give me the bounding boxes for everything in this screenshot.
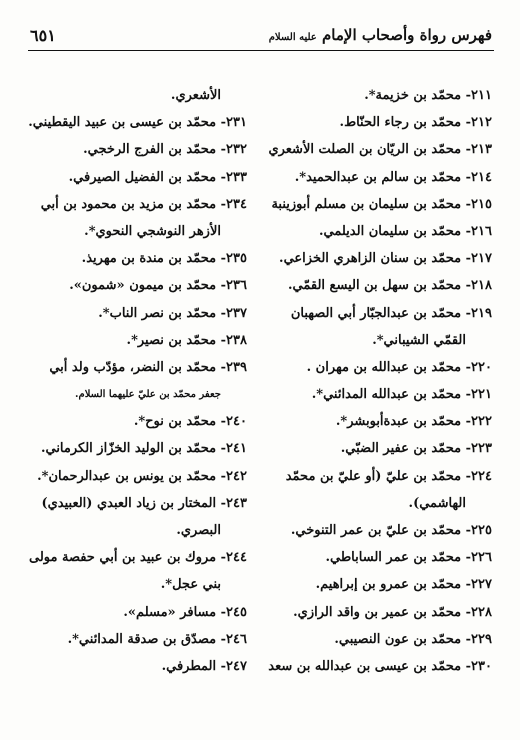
entry-line: الأشعري. (170, 88, 221, 103)
entry-line: ٢٢٠- محمّد بن عبدالله بن مهران . (306, 359, 492, 375)
entry-line: ٢٤٥- مسافر «مسلم». (123, 604, 247, 620)
entry-line: ٢٤١- محمّد بن الوليد الخزّاز الكرماني. (40, 441, 247, 457)
entry-line: ٢٤٢- محمّد بن يونس بن عبدالرحمان*. (37, 468, 247, 484)
entry-line: ٢٣٣- محمّد بن الفضيل الصيرفي. (68, 169, 247, 185)
entry-line: ٢٣٠- محمّد بن عيسى بن عبدالله بن سعد (268, 658, 492, 674)
entry-line: ٢٢٦- محمّد بن عمر الساباطي. (325, 550, 492, 566)
entry-line: ٢٢١- محمّد بن عبدالله المدائني*. (311, 387, 492, 403)
entry-line: ٢١١- محمّد بن خزيمة*. (364, 88, 492, 103)
entry-line: الأزهر النوشجي النحوي*. (84, 223, 221, 239)
entry-line: الهاشمي). (408, 495, 466, 511)
entry-line: ٢٤٧- المطرفي. (161, 658, 247, 674)
entry-line: ٢٣٩- محمّد بن النضر، مؤدّب ولد أبي (49, 359, 247, 375)
entry-line: ٢١٧- محمّد بن سنان الزاهري الخزاعي. (279, 251, 492, 267)
entry-line: ٢٣٥- محمّد بن مندة بن مهريذ. (81, 251, 247, 267)
running-title-suffix: عليه السلام (268, 32, 317, 43)
entry-line: ٢٢٨- محمّد بن عمير بن واقد الرازي. (293, 604, 492, 620)
right-column (252, 82, 492, 680)
entry-line: ٢٤٣- المختار بن زياد العبدي (العبيدي) (41, 495, 247, 511)
entry-line: ٢٤٠- محمّد بن نوح*. (133, 414, 247, 430)
entry-line: ٢٣٨- محمّد بن نصير*. (126, 332, 247, 348)
entry-line: ٢١٩- محمّد بن عبدالجبّار أبي الصهبان (290, 305, 492, 321)
running-header (30, 22, 492, 48)
page-number: ٦٥١ (30, 25, 56, 45)
entry-line: ٢٣٧- محمّد بن نصر الناب*. (98, 305, 247, 321)
entry-line: بني عجل*. (160, 577, 221, 593)
entry-line: ٢١٣- محمّد بن الريّان بن الصلت الأشعري (268, 142, 492, 158)
entry-line: ٢٤٦- مصدّق بن صدقة المدائني*. (67, 631, 247, 647)
entry-line: ٢١٨- محمّد بن سهل بن اليسع القمّي. (288, 278, 492, 294)
entry-line: ٢٢٤- محمّد بن عليّ (أو عليّ بن محمّد (285, 468, 492, 484)
left-column (17, 82, 247, 680)
entry-line: ٢١٦- محمّد بن سليمان الديلمي. (319, 223, 492, 239)
entry-line: جعفر محمّد بن عليّ عليهما السلام. (75, 389, 221, 401)
entry-line: ٢٢٩- محمّد بن عون النصيبي. (334, 631, 492, 647)
entry-line: ٢١٢- محمّد بن رجاء الحنّاط. (339, 115, 492, 131)
entry-line: ٢١٤- محمّد بن سالم بن عبدالحميد*. (294, 169, 492, 185)
header-rule (28, 50, 494, 51)
entry-line: ٢١٥- محمّد بن سليمان بن مسلم أبوزينبة (271, 196, 492, 212)
entry-line: ٢٣٢- محمّد بن الفرج الرخجي. (83, 142, 247, 158)
entry-line: ٢٤٤- مروك بن عبيد بن أبي حفصة مولى (28, 550, 247, 566)
entry-line: القمّي الشيباني*. (372, 332, 466, 348)
entry-line: ٢٣٤- محمّد بن مزيد بن محمود بن أبي (40, 196, 247, 212)
entry-line: ٢٢٢- محمّد بن عبدةأبوبشر*. (335, 414, 492, 430)
entry-line: البصري. (176, 523, 221, 538)
running-title-text: فهرس رواة وأصحاب الإمام (322, 26, 492, 44)
entry-line: ٢٣٦- محمّد بن ميمون «شمون». (69, 278, 247, 294)
entry-line: ٢٢٣- محمّد بن عفير الضبّي. (340, 441, 492, 457)
running-title (269, 26, 492, 44)
entry-line: ٢٢٥- محمّد بن عليّ بن عمر التنوخي. (290, 523, 492, 538)
entry-line: ٢٣١- محمّد بن عيسى بن عبيد اليقطيني. (28, 115, 247, 131)
entry-line: ٢٢٧- محمّد بن عمرو بن إبراهيم. (315, 577, 492, 593)
